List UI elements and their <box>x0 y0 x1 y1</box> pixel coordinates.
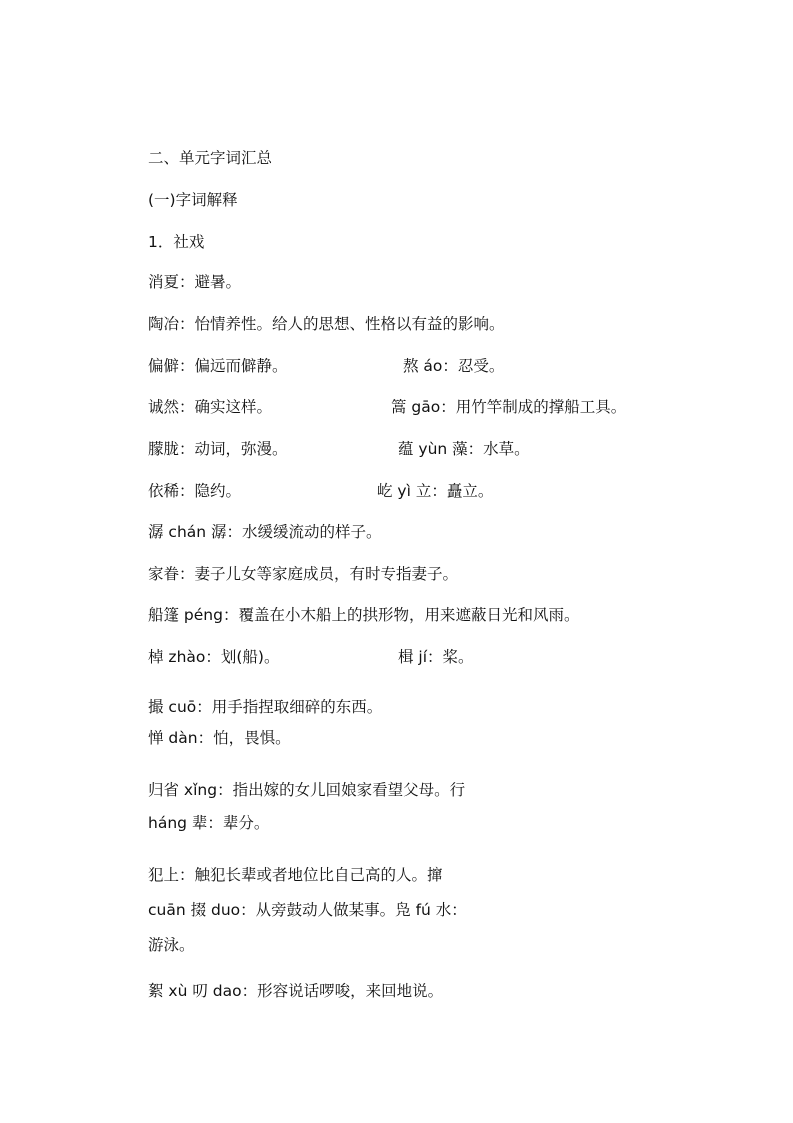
entry-jiajuan: 家眷：妻子儿女等家庭成员，有时专指妻子。 <box>148 565 459 583</box>
entry-fanshang-line2: cuān 掇 duo：从旁鼓动人做某事。凫 fú 水： <box>148 901 467 919</box>
entry-xudao: 絮 xù 叨 dao：形容说话啰唆，来回地说。 <box>148 982 444 1000</box>
entry-chanchan: 潺 chán 潺：水缓缓流动的样子。 <box>148 523 382 541</box>
lesson-title: 1．社戏 <box>148 233 205 251</box>
entry-menglong: 朦胧：动词，弥漫。 <box>148 440 288 458</box>
entry-yixi: 依稀：隐约。 <box>148 482 242 500</box>
entry-fanshang-line3: 游泳。 <box>148 936 195 954</box>
entry-yili: 屹 yì 立：矗立。 <box>377 482 494 500</box>
entry-guixing-line2: háng 辈：辈分。 <box>148 814 270 832</box>
entry-chengran: 诚然：确实这样。 <box>148 398 273 416</box>
entry-cuo: 撮 cuō：用手指捏取细碎的东西。 <box>148 698 383 716</box>
entry-guixing-line1: 归省 xǐng：指出嫁的女儿回娘家看望父母。行 <box>148 781 466 799</box>
section-title: 二、单元字词汇总 <box>148 149 273 167</box>
entry-gao: 篙 gāo：用竹竿制成的撑船工具。 <box>391 398 627 416</box>
entry-pianpi: 偏僻：偏远而僻静。 <box>148 357 288 375</box>
entry-fanshang-line1: 犯上：触犯长辈或者地位比自己高的人。撺 <box>148 866 443 884</box>
entry-zhao: 棹 zhào：划(船)。 <box>148 648 280 666</box>
entry-xiaoxia: 消夏：避暑。 <box>148 273 242 291</box>
entry-yunzao: 蕴 yùn 藻：水草。 <box>398 440 530 458</box>
entry-taoye: 陶冶：怡情养性。给人的思想、性格以有益的影响。 <box>148 315 505 333</box>
entry-dan: 惮 dàn：怕，畏惧。 <box>148 729 291 747</box>
subsection-title: (一)字词解释 <box>148 191 238 209</box>
entry-ao: 熬 áo：忍受。 <box>403 357 505 375</box>
entry-ji: 楫 jí：桨。 <box>398 648 474 666</box>
entry-chuanpeng: 船篷 péng：覆盖在小木船上的拱形物，用来遮蔽日光和风雨。 <box>148 606 580 624</box>
